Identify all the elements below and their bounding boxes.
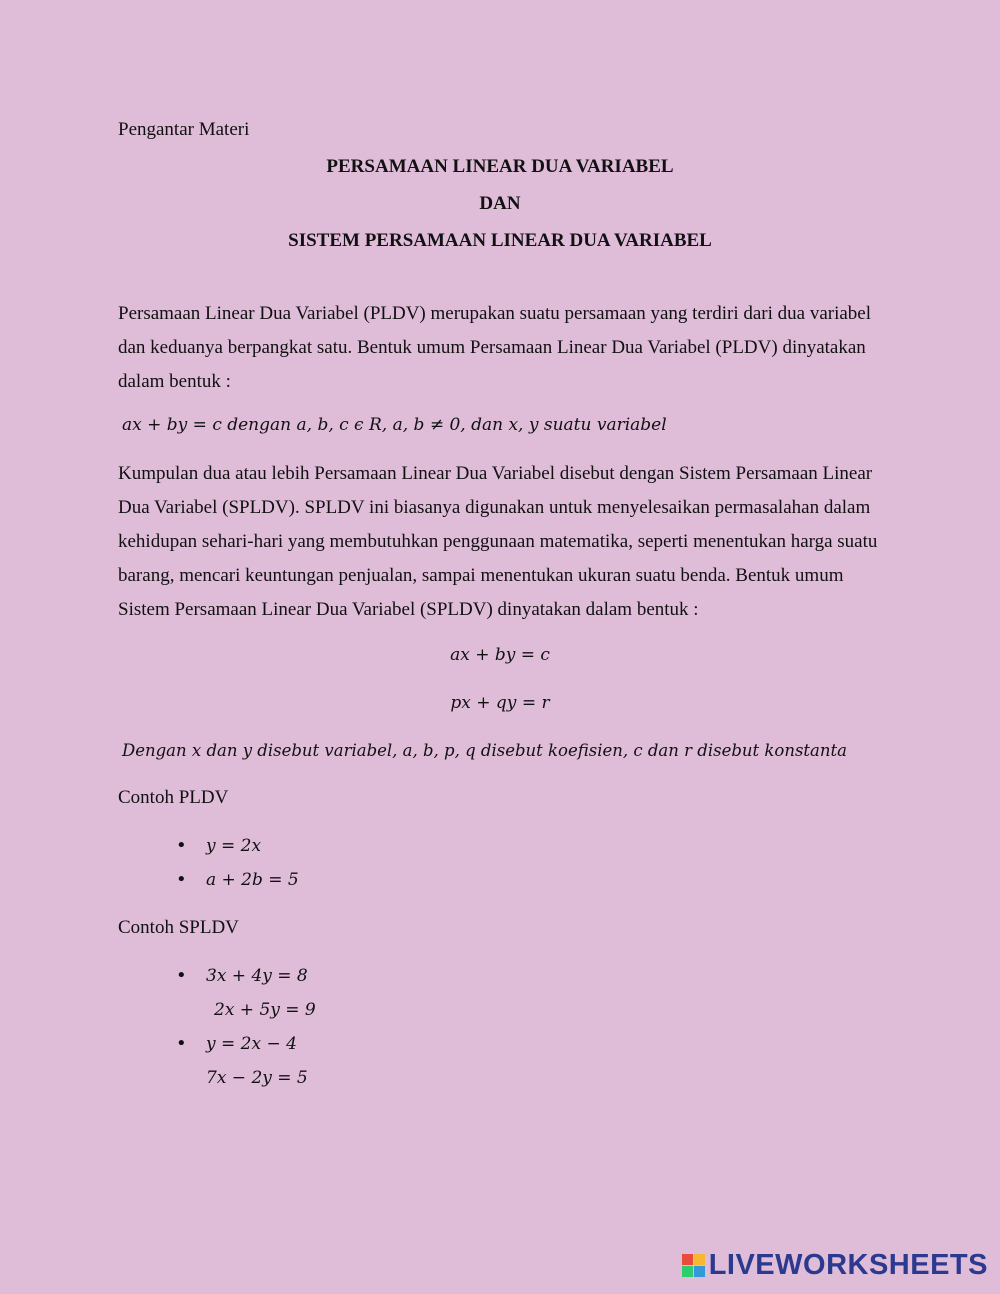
bullet-icon: • [176, 1033, 187, 1054]
title-line-2: DAN [479, 193, 521, 214]
spldv-form-line-2: px + qy = r [450, 693, 550, 713]
logo-block-v [682, 1266, 693, 1277]
paragraph-pldv: Persamaan Linear Dua Variabel (PLDV) merupakan suatu persamaan yang terdiri dari dua variabel dan keduanya berpangkat satu. Bentuk umum Persamaan Linear Dua Variabel (PLDV) dinyatakan dalam bentuk : [118, 303, 872, 392]
pldv-example-1: y = 2x [206, 836, 262, 856]
bullet-icon: • [176, 965, 187, 986]
spldv-description: Dengan x dan y disebut variabel, a, b, p, q disebut koefisien, c dan r disebut konstanta [122, 741, 847, 760]
spldv-example-2-eq-1: y = 2x − 4 [206, 1034, 297, 1054]
pldv-general-form: ax + by = c dengan a, b, c ϵ R, a, b ≠ 0, dan x, y suatu variabel [122, 415, 667, 435]
logo-text: LIVEWORKSHEETS [708, 1249, 988, 1281]
intro-label: Pengantar Materi [118, 119, 250, 140]
pldv-example-2: a + 2b = 5 [206, 870, 299, 890]
spldv-examples-list [118, 959, 882, 1095]
bullet-icon: • [176, 869, 187, 890]
list-item [118, 959, 882, 1027]
paragraph-spldv: Kumpulan dua atau lebih Persamaan Linear Dua Variabel disebut dengan Sistem Persamaan Linear Dua Variabel (SPLDV). SPLDV ini biasanya digunakan untuk menyelesaikan permasalahan dalam kehidupan sehari-hari yang membutuhkan penggunaan matematika, seperti menentukan harga suatu barang, mencari keuntungan penjualan, sampai menentukan ukuran suatu benda. Bentuk umum Sistem Persamaan Linear Dua Variabel (SPLDV) dinyatakan dalam bentuk : [118, 463, 878, 620]
bullet-icon: • [176, 835, 187, 856]
logo-block-i [694, 1254, 705, 1265]
title-line-1: PERSAMAAN LINEAR DUA VARIABEL [326, 156, 674, 177]
list-item [118, 1027, 882, 1095]
list-item [118, 829, 882, 863]
pldv-examples-list [118, 829, 882, 897]
spldv-form-line-1: ax + by = c [450, 645, 550, 665]
pldv-examples-heading: Contoh PLDV [118, 787, 229, 808]
logo-block-e [694, 1266, 705, 1277]
document-page [118, 118, 882, 1095]
logo-block-l [682, 1254, 693, 1265]
spldv-example-2-eq-2: 7x − 2y = 5 [206, 1068, 308, 1088]
spldv-example-1-eq-2: 2x + 5y = 9 [214, 1000, 316, 1020]
spldv-example-1-eq-1: 3x + 4y = 8 [206, 966, 308, 986]
liveworksheets-logo[interactable] [682, 1249, 988, 1282]
spldv-examples-heading: Contoh SPLDV [118, 917, 239, 938]
list-item [118, 863, 882, 897]
title-line-3: SISTEM PERSAMAAN LINEAR DUA VARIABEL [288, 230, 712, 251]
liveworksheets-logo-icon [682, 1254, 705, 1277]
